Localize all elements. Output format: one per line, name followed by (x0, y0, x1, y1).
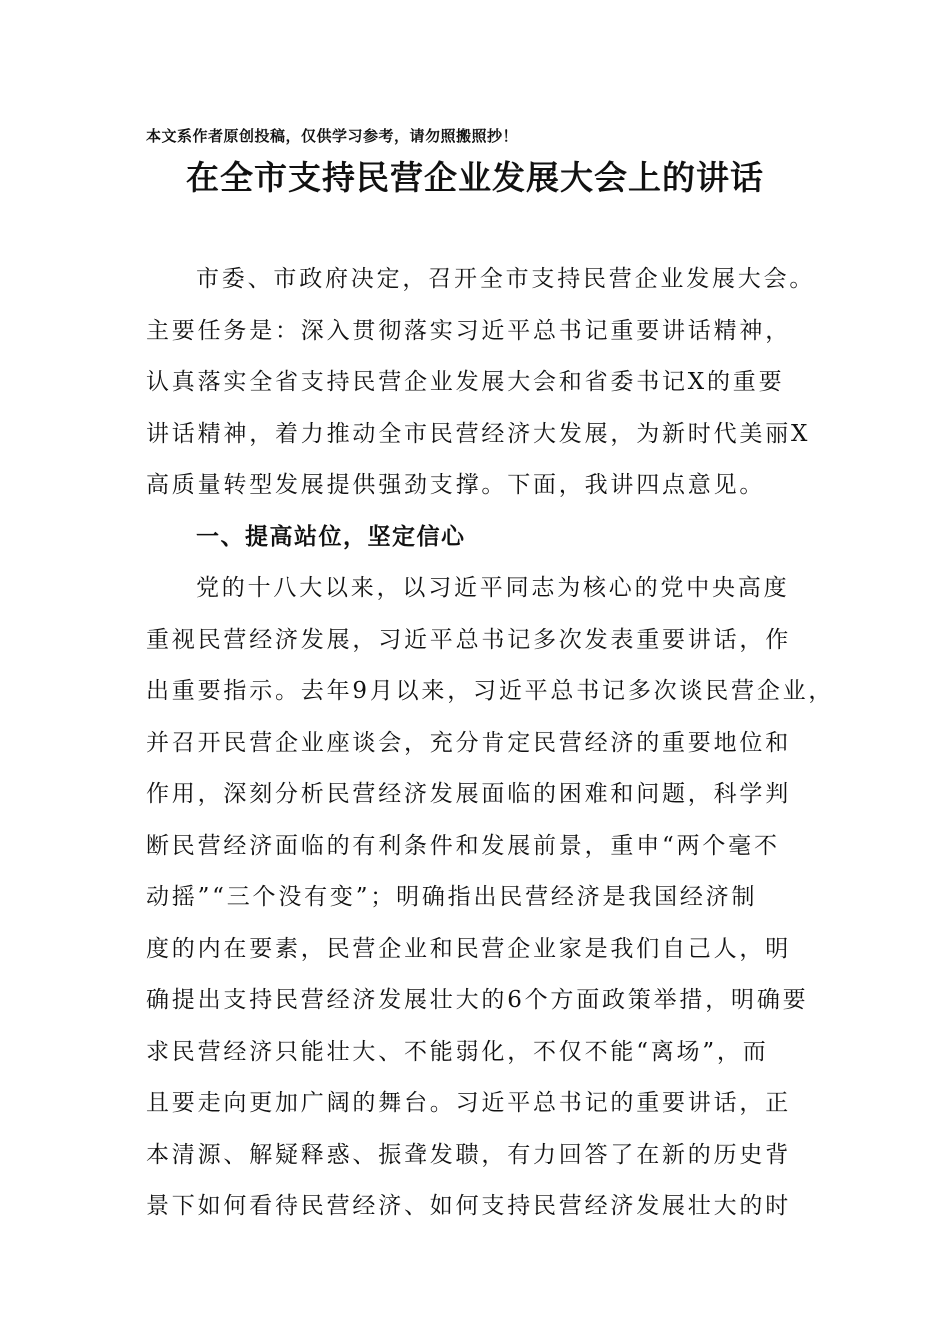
copyright-notice: 本文系作者原创投稿，仅供学习参考，请勿照搬照抄！ (146, 127, 519, 145)
document-body (146, 254, 836, 1233)
paragraph-line: 高质量转型发展提供强劲支撑。下面，我讲四点意见。 (146, 472, 766, 498)
paragraph-line: 求民营经济只能壮大、不能弱化，不仅不能“离场”，而 (146, 1038, 769, 1065)
section-heading: 一、提高站位，坚定信心 (196, 523, 466, 550)
paragraph-line: 且要走向更加广阔的舞台。习近平总书记的重要讲话，正 (146, 1090, 791, 1116)
paragraph-line: 主要任务是：深入贯彻落实习近平总书记重要讲话精神， (146, 317, 791, 344)
paragraph-line: 讲话精神，着力推动全市民营经济大发展，为新时代美丽X (146, 420, 811, 447)
paragraph-line: 重视民营经济发展，习近平总书记多次发表重要讲话，作 (146, 626, 791, 653)
page-title: 在全市支持民营企业发展大会上的讲话 (186, 158, 764, 197)
paragraph-line: 景下如何看待民营经济、如何支持民营经济发展壮大的时 (146, 1193, 791, 1219)
paragraph-line: 市委、市政府决定，召开全市支持民营企业发展大会。 (196, 266, 816, 292)
paragraph-line: 党的十八大以来，以习近平同志为核心的党中央高度 (196, 575, 790, 601)
paragraph-line: 断民营经济面临的有利条件和发展前景，重申“两个毫不 (146, 832, 780, 859)
paragraph-line: 认真落实全省支持民营企业发展大会和省委书记X的重要 (146, 369, 785, 395)
paragraph-line: 确提出支持民营经济发展壮大的6个方面政策举措，明确要 (146, 987, 809, 1013)
paragraph-line: 出重要指示。去年9月以来，习近平总书记多次谈民营企业， (146, 678, 835, 704)
paragraph-line: 并召开民营企业座谈会，充分肯定民营经济的重要地位和 (146, 729, 791, 756)
paragraph-line: 本清源、解疑释惑、振聋发聩，有力回答了在新的历史背 (146, 1141, 791, 1168)
paragraph-line: 动摇”“三个没有变”；明确指出民营经济是我国经济制 (146, 884, 758, 910)
paragraph-line: 度的内在要素，民营企业和民营企业家是我们自己人，明 (146, 935, 791, 962)
paragraph-line: 作用，深刻分析民营经济发展面临的困难和问题，科学判 (146, 781, 791, 807)
